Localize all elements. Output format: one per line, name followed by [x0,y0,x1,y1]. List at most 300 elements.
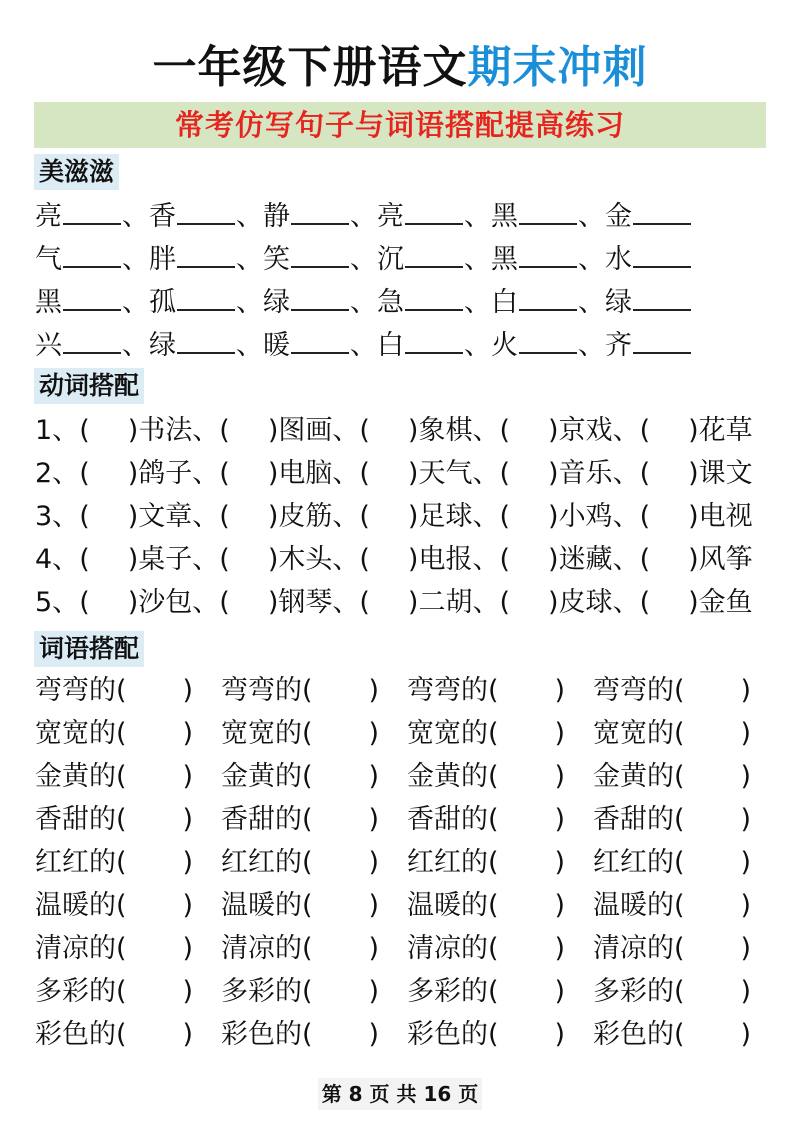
separator: 、 [464,287,491,318]
verb-object: 课文 [698,458,753,489]
match-cell [593,886,779,926]
open-paren: ( [219,501,230,532]
match-cell [35,1015,221,1055]
close-paren: ) [407,544,419,575]
separator: 、 [350,244,377,275]
close-paren: ) [554,1019,566,1050]
answer-blank[interactable] [177,279,235,311]
answer-blank[interactable] [519,279,577,311]
open-paren: ( [219,587,230,618]
fill-char: 黑 [491,201,518,232]
adjective: 弯弯的 [407,675,488,706]
row-number: 3、 [35,501,80,532]
adjective: 彩色的 [407,1019,488,1050]
open-paren: ( [79,458,90,489]
fill-char: 水 [605,244,632,275]
open-paren: ( [488,847,499,878]
close-paren: ) [548,501,559,532]
adjective: 金黄的 [593,761,674,792]
adjective: 弯弯的 [35,675,116,706]
open-paren: ( [302,976,313,1007]
match-row [35,800,775,840]
close-paren: ) [554,675,566,706]
separator: 、 [192,544,220,575]
open-paren: ( [302,890,313,921]
open-paren: ( [499,544,511,575]
fill-char: 亮 [35,201,62,232]
separator: 、 [472,415,500,446]
close-paren: ) [368,761,380,792]
match-cell [407,1015,593,1055]
match-row [35,886,775,926]
answer-blank[interactable] [405,236,463,268]
match-cell [35,800,221,840]
match-cell [35,757,221,797]
close-paren: ) [548,587,559,618]
adjective: 多彩的 [407,976,488,1007]
verb-row [35,540,775,580]
fill-char: 黑 [491,244,518,275]
match-row [35,843,775,883]
open-paren: ( [674,804,685,835]
match-cell [407,929,593,969]
match-cell [221,800,407,840]
answer-blank[interactable] [519,236,577,268]
separator: 、 [578,330,605,361]
answer-blank[interactable] [633,193,691,225]
separator: 、 [192,501,220,532]
close-paren: ) [368,847,380,878]
match-row [35,972,775,1012]
separator: 、 [122,201,149,232]
close-paren: ) [127,544,139,575]
verb-row [35,411,775,451]
match-cell [221,929,407,969]
close-paren: ) [554,890,566,921]
match-cell [593,800,779,840]
separator: 、 [578,201,605,232]
open-paren: ( [639,587,651,618]
open-paren: ( [116,761,127,792]
separator: 、 [472,458,500,489]
fill-char: 胖 [149,244,176,275]
answer-blank[interactable] [633,236,691,268]
subtitle-banner: 常考仿写句子与词语搭配提高练习 [34,102,766,148]
open-paren: ( [488,675,499,706]
match-cell [593,714,779,754]
adjective: 彩色的 [35,1019,116,1050]
fill-row [35,279,775,319]
fill-row [35,236,775,276]
verb-object: 图画 [278,415,333,446]
close-paren: ) [548,415,559,446]
open-paren: ( [302,675,313,706]
close-paren: ) [740,718,752,749]
close-paren: ) [740,675,752,706]
open-paren: ( [488,761,499,792]
verb-object: 电报 [418,544,473,575]
verb-object: 皮筋 [278,501,333,532]
open-paren: ( [488,933,499,964]
open-paren: ( [302,804,313,835]
match-cell [221,972,407,1012]
separator: 、 [192,458,220,489]
close-paren: ) [740,976,752,1007]
adjective: 香甜的 [221,804,302,835]
match-cell [221,714,407,754]
verb-object: 迷藏 [558,544,613,575]
title-main: 一年级下册语文 [152,42,468,93]
verb-object: 鸽子 [138,458,193,489]
answer-blank[interactable] [291,193,349,225]
verb-object: 书法 [138,415,193,446]
close-paren: ) [127,501,139,532]
match-cell [221,671,407,711]
adjective: 金黄的 [407,761,488,792]
adjective: 香甜的 [35,804,116,835]
match-cell [593,671,779,711]
open-paren: ( [488,890,499,921]
verb-row [35,454,775,494]
close-paren: ) [688,587,699,618]
adjective: 多彩的 [35,976,116,1007]
open-paren: ( [219,544,230,575]
answer-blank[interactable] [405,322,463,354]
close-paren: ) [554,761,566,792]
fill-char: 白 [491,287,518,318]
open-paren: ( [219,415,230,446]
adjective: 红红的 [593,847,674,878]
match-cell [593,929,779,969]
adjective: 多彩的 [593,976,674,1007]
open-paren: ( [499,415,511,446]
fill-row [35,322,775,362]
answer-blank[interactable] [63,193,121,225]
verb-object: 天气 [418,458,473,489]
open-paren: ( [302,847,313,878]
open-paren: ( [488,804,499,835]
open-paren: ( [674,761,685,792]
answer-blank[interactable] [177,322,235,354]
match-cell [407,843,593,883]
open-paren: ( [674,1019,685,1050]
match-row [35,671,775,711]
separator: 、 [236,330,263,361]
separator: 、 [332,415,360,446]
section-label-match: 词语搭配 [34,631,144,667]
separator: 、 [236,287,263,318]
verb-object: 文章 [138,501,193,532]
row-number: 1、 [35,415,80,446]
open-paren: ( [302,718,313,749]
verb-object: 钢琴 [278,587,333,618]
open-paren: ( [116,804,127,835]
adjective: 温暖的 [221,890,302,921]
page-footer: 第 8 页 共 16 页 [321,1082,479,1106]
adjective: 宽宽的 [221,718,302,749]
match-cell [35,886,221,926]
answer-blank[interactable] [291,236,349,268]
fill-char: 绿 [605,287,632,318]
open-paren: ( [674,718,685,749]
open-paren: ( [219,458,230,489]
verb-object: 象棋 [418,415,473,446]
adjective: 红红的 [407,847,488,878]
close-paren: ) [368,933,380,964]
adjective: 金黄的 [35,761,116,792]
fill-char: 香 [149,201,176,232]
open-paren: ( [639,415,651,446]
close-paren: ) [267,587,279,618]
match-cell [221,757,407,797]
open-paren: ( [302,1019,313,1050]
close-paren: ) [267,501,279,532]
open-paren: ( [674,890,685,921]
adjective: 香甜的 [407,804,488,835]
match-cell [407,714,593,754]
match-cell [593,757,779,797]
answer-blank[interactable] [63,279,121,311]
fill-char: 沉 [377,244,404,275]
close-paren: ) [407,587,419,618]
verb-object: 电视 [698,501,753,532]
separator: 、 [464,244,491,275]
close-paren: ) [548,544,559,575]
adjective: 清凉的 [35,933,116,964]
open-paren: ( [639,544,651,575]
open-paren: ( [79,501,90,532]
adjective: 清凉的 [221,933,302,964]
adjective: 弯弯的 [221,675,302,706]
match-cell [221,843,407,883]
close-paren: ) [688,544,699,575]
fill-row [35,193,775,233]
close-paren: ) [182,804,194,835]
open-paren: ( [359,415,370,446]
fill-char: 急 [377,287,404,318]
open-paren: ( [674,847,685,878]
close-paren: ) [182,675,194,706]
fill-char: 静 [263,201,290,232]
open-paren: ( [674,675,685,706]
close-paren: ) [740,890,752,921]
adjective: 红红的 [35,847,116,878]
match-cell [593,843,779,883]
close-paren: ) [182,847,194,878]
match-cell [35,929,221,969]
close-paren: ) [688,501,699,532]
close-paren: ) [740,1019,752,1050]
match-cell [407,671,593,711]
open-paren: ( [488,718,499,749]
separator: 、 [578,244,605,275]
open-paren: ( [499,501,511,532]
separator: 、 [350,330,377,361]
verb-object: 风筝 [698,544,753,575]
open-paren: ( [639,501,651,532]
separator: 、 [332,544,360,575]
close-paren: ) [368,675,380,706]
open-paren: ( [116,847,127,878]
match-cell [221,886,407,926]
verb-object: 金鱼 [698,587,753,618]
adjective: 宽宽的 [35,718,116,749]
close-paren: ) [554,976,566,1007]
adjective: 红红的 [221,847,302,878]
match-cell [35,714,221,754]
separator: 、 [472,587,500,618]
verb-object: 沙包 [138,587,193,618]
adjective: 彩色的 [221,1019,302,1050]
adjective: 宽宽的 [407,718,488,749]
close-paren: ) [688,415,699,446]
open-paren: ( [359,458,370,489]
close-paren: ) [740,933,752,964]
match-row [35,757,775,797]
close-paren: ) [407,415,419,446]
match-row [35,714,775,754]
close-paren: ) [127,458,139,489]
close-paren: ) [182,761,194,792]
close-paren: ) [182,933,194,964]
fill-char: 兴 [35,330,62,361]
fill-char: 白 [377,330,404,361]
verb-object: 电脑 [278,458,333,489]
separator: 、 [612,458,640,489]
answer-blank[interactable] [519,193,577,225]
close-paren: ) [740,804,752,835]
fill-char: 火 [491,330,518,361]
close-paren: ) [554,933,566,964]
close-paren: ) [267,458,279,489]
close-paren: ) [368,976,380,1007]
open-paren: ( [488,1019,499,1050]
open-paren: ( [302,933,313,964]
close-paren: ) [182,890,194,921]
open-paren: ( [302,761,313,792]
verb-object: 音乐 [558,458,613,489]
page-title [0,40,800,96]
close-paren: ) [182,1019,194,1050]
separator: 、 [122,287,149,318]
open-paren: ( [359,587,370,618]
open-paren: ( [79,587,90,618]
match-row [35,929,775,969]
close-paren: ) [368,1019,380,1050]
fill-char: 笑 [263,244,290,275]
close-paren: ) [368,890,380,921]
verb-object: 小鸡 [558,501,613,532]
separator: 、 [464,330,491,361]
adjective: 金黄的 [221,761,302,792]
match-cell [35,671,221,711]
open-paren: ( [116,933,127,964]
close-paren: ) [554,718,566,749]
close-paren: ) [407,458,419,489]
verb-object: 京戏 [558,415,613,446]
separator: 、 [332,458,360,489]
fill-char: 金 [605,201,632,232]
answer-blank[interactable] [63,322,121,354]
separator: 、 [472,544,500,575]
close-paren: ) [267,415,279,446]
fill-char: 亮 [377,201,404,232]
close-paren: ) [407,501,419,532]
adjective: 香甜的 [593,804,674,835]
verb-object: 花草 [698,415,753,446]
match-cell [407,757,593,797]
open-paren: ( [674,976,685,1007]
separator: 、 [236,201,263,232]
close-paren: ) [368,804,380,835]
answer-blank[interactable] [405,193,463,225]
separator: 、 [612,501,640,532]
separator: 、 [122,244,149,275]
answer-blank[interactable] [633,322,691,354]
answer-blank[interactable] [405,279,463,311]
fill-char: 绿 [149,330,176,361]
section-label-verb: 动词搭配 [34,368,144,404]
separator: 、 [350,201,377,232]
close-paren: ) [554,847,566,878]
close-paren: ) [182,976,194,1007]
close-paren: ) [740,847,752,878]
match-cell [593,972,779,1012]
adjective: 温暖的 [407,890,488,921]
open-paren: ( [116,675,127,706]
adjective: 宽宽的 [593,718,674,749]
separator: 、 [350,287,377,318]
row-number: 2、 [35,458,80,489]
close-paren: ) [688,458,699,489]
open-paren: ( [116,1019,127,1050]
verb-object: 木头 [278,544,333,575]
row-number: 5、 [35,587,80,618]
answer-blank[interactable] [633,279,691,311]
match-cell [407,800,593,840]
answer-blank[interactable] [291,279,349,311]
answer-blank[interactable] [63,236,121,268]
answer-blank[interactable] [177,193,235,225]
open-paren: ( [674,933,685,964]
close-paren: ) [554,804,566,835]
answer-blank[interactable] [177,236,235,268]
fill-char: 黑 [35,287,62,318]
answer-blank[interactable] [519,322,577,354]
close-paren: ) [267,544,279,575]
match-cell [221,1015,407,1055]
adjective: 彩色的 [593,1019,674,1050]
verb-object: 二胡 [418,587,473,618]
verb-object: 皮球 [558,587,613,618]
fill-char: 齐 [605,330,632,361]
separator: 、 [236,244,263,275]
open-paren: ( [116,976,127,1007]
match-cell [593,1015,779,1055]
answer-blank[interactable] [291,322,349,354]
fill-char: 孤 [149,287,176,318]
separator: 、 [192,587,220,618]
open-paren: ( [359,544,370,575]
match-row [35,1015,775,1055]
close-paren: ) [127,415,139,446]
fill-char: 暖 [263,330,290,361]
adjective: 弯弯的 [593,675,674,706]
open-paren: ( [359,501,370,532]
open-paren: ( [79,415,90,446]
verb-row [35,583,775,623]
match-cell [407,886,593,926]
